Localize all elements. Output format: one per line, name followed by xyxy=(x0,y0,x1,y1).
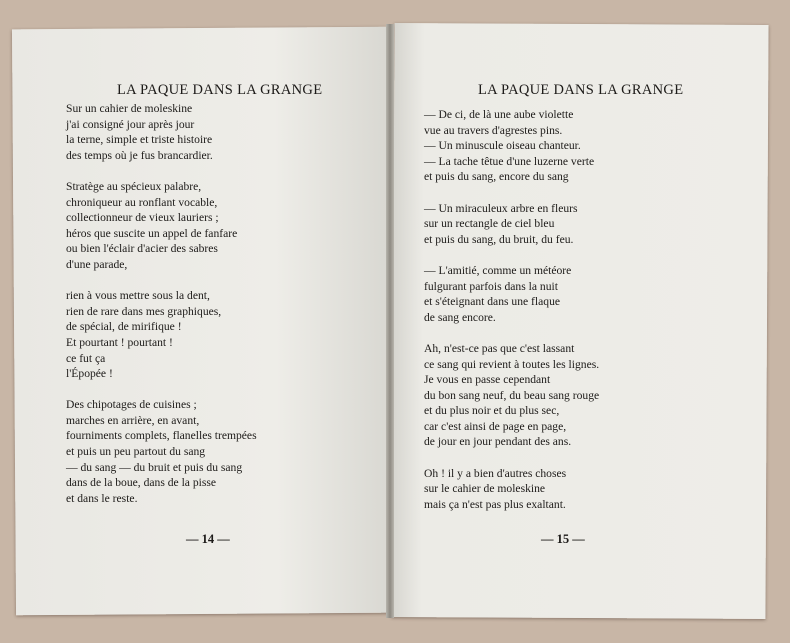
verse-line: et puis un peu partout du sang xyxy=(66,445,206,459)
verse-line: collectionneur de vieux lauriers ; xyxy=(66,211,219,225)
left-page-number: — 14 — xyxy=(186,532,230,546)
book-gutter xyxy=(386,24,394,618)
verse-line: Je vous en passe cependant xyxy=(424,373,551,387)
verse-line: de spécial, de mirifique ! xyxy=(66,320,182,334)
verse-line: j'ai consigné jour après jour xyxy=(66,117,195,131)
verse-line: sur le cahier de moleskine xyxy=(424,482,546,496)
verse-line: mais ça n'est pas plus exaltant. xyxy=(424,497,566,511)
verse-line: Des chipotages de cuisines ; xyxy=(66,398,197,412)
verse-line: et puis du sang, du bruit, du feu. xyxy=(424,232,574,246)
verse-line: fulgurant parfois dans la nuit xyxy=(424,279,558,293)
verse-line: vue au travers d'agrestes pins. xyxy=(424,123,563,137)
verse-line: et puis du sang, encore du sang xyxy=(424,170,569,184)
stanza-gap xyxy=(66,273,257,289)
stanza-gap xyxy=(66,382,257,398)
verse-line: l'Épopée ! xyxy=(66,367,113,381)
stanza-gap xyxy=(424,325,599,341)
verse-line: — L'amitié, comme un météore xyxy=(424,263,572,277)
right-page-title: LA PAQUE DANS LA GRANGE xyxy=(478,82,684,98)
verse-line: — Un miraculeux arbre en fleurs xyxy=(424,201,578,215)
verse-line: ce sang qui revient à toutes les lignes. xyxy=(424,357,600,371)
verse-line: de sang encore. xyxy=(424,310,496,324)
verse-line: car c'est ainsi de page en page, xyxy=(424,419,567,433)
stanza-gap xyxy=(424,185,599,201)
stanza-gap xyxy=(424,450,599,466)
verse-line: d'une parade, xyxy=(66,257,128,271)
verse-line: rien de rare dans mes graphiques, xyxy=(66,304,222,318)
left-poem xyxy=(66,101,257,506)
stanza-gap xyxy=(66,163,257,179)
verse-line: — De ci, de là une aube violette xyxy=(424,108,574,121)
verse-line: Sur un cahier de moleskine xyxy=(66,102,193,115)
verse-line: dans de la boue, dans de la pisse xyxy=(66,476,217,490)
verse-line: fourniments complets, flanelles trempées xyxy=(66,429,257,443)
verse-line: chroniqueur au ronflant vocable, xyxy=(66,195,218,209)
verse-line: du bon sang neuf, du beau sang rouge xyxy=(424,388,600,402)
stanza-gap xyxy=(424,247,599,263)
verse-line: ou bien l'éclair d'acier des sabres xyxy=(66,242,218,256)
verse-line: sur un rectangle de ciel bleu xyxy=(424,217,555,231)
verse-line: — La tache têtue d'une luzerne verte xyxy=(424,154,595,168)
verse-line: — du sang — du bruit et puis du sang xyxy=(66,460,243,474)
right-poem xyxy=(424,107,599,512)
verse-line: Ah, n'est-ce pas que c'est lassant xyxy=(424,341,575,355)
verse-line: héros que suscite un appel de fanfare xyxy=(66,226,238,240)
verse-line: et dans le reste. xyxy=(66,491,138,505)
verse-line: Et pourtant ! pourtant ! xyxy=(66,335,173,349)
verse-line: et s'éteignant dans une flaque xyxy=(424,295,561,309)
verse-line: de jour en jour pendant des ans. xyxy=(424,435,572,449)
verse-line: marches en arrière, en avant, xyxy=(66,413,200,427)
verse-line: Stratège au spécieux palabre, xyxy=(66,179,202,193)
verse-line: ce fut ça xyxy=(66,351,106,365)
verse-line: Oh ! il y a bien d'autres choses xyxy=(424,466,567,480)
left-page-title: LA PAQUE DANS LA GRANGE xyxy=(117,82,323,98)
verse-line: la terne, simple et triste histoire xyxy=(66,133,213,147)
verse-line: — Un minuscule oiseau chanteur. xyxy=(424,139,581,153)
verse-line: des temps où je fus brancardier. xyxy=(66,148,213,162)
right-page-number: — 15 — xyxy=(541,532,585,546)
verse-line: rien à vous mettre sous la dent, xyxy=(66,289,210,303)
verse-line: et du plus noir et du plus sec, xyxy=(424,404,560,418)
